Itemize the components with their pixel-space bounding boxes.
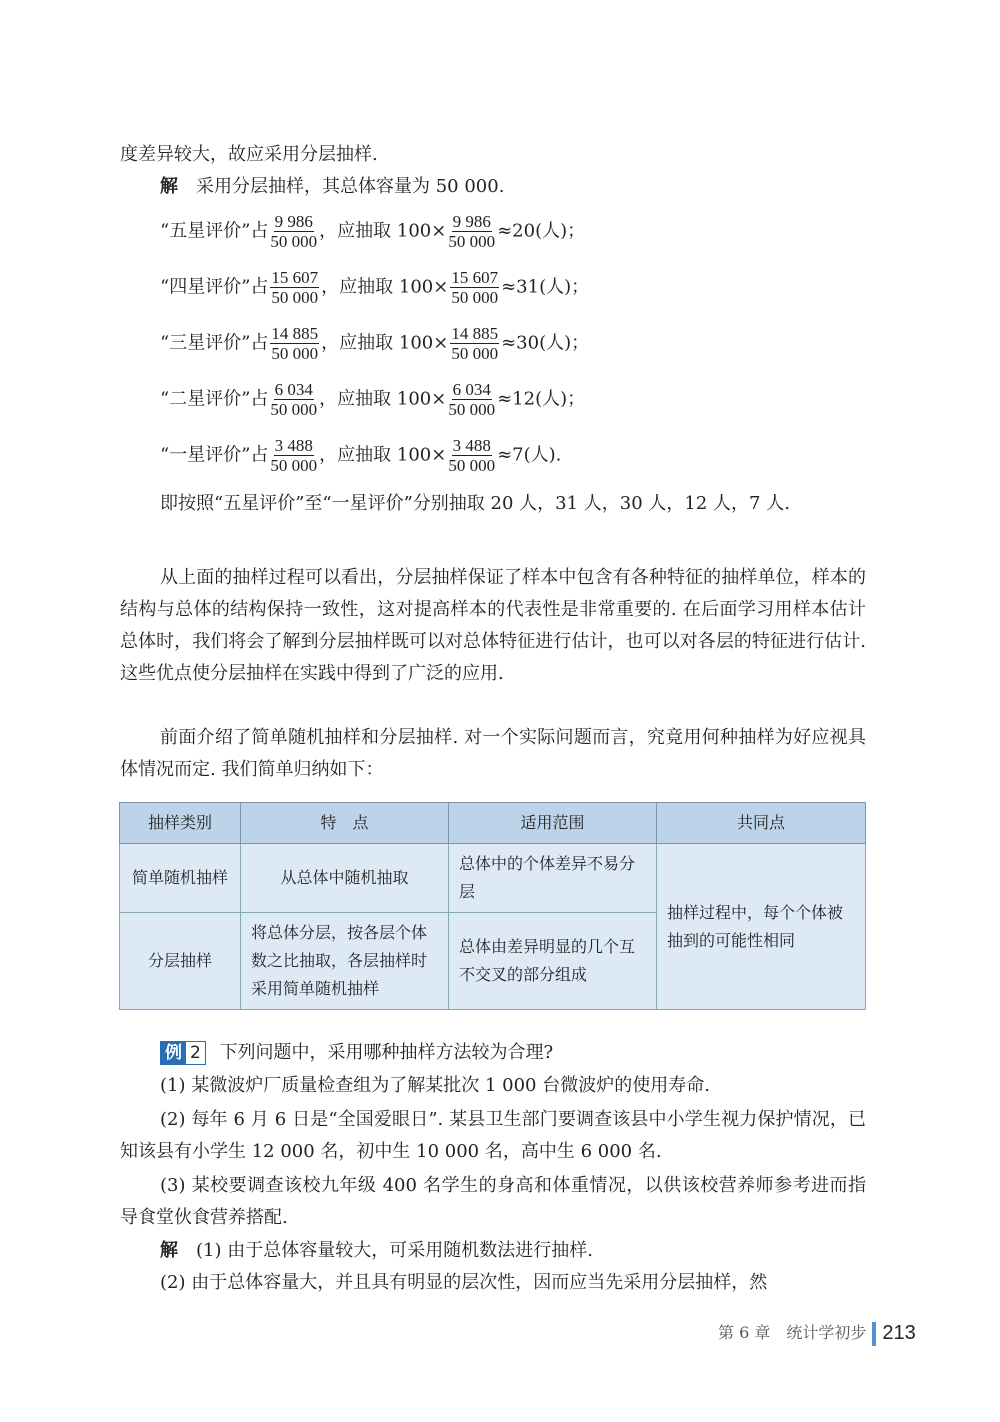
summary-paragraph: 即按照“五星评价”至“一星评价”分别抽取 20 人，31 人，30 人，12 人，7 人.: [160, 493, 790, 514]
table-header: 抽样类别: [120, 803, 241, 844]
denominator: 50 000: [451, 288, 499, 307]
fraction: [270, 324, 319, 363]
table-cell: 抽样过程中，每个个体被抽到的可能性相同: [657, 844, 866, 1010]
rating-label: “三星评价”占: [160, 332, 269, 354]
badge-number: 2: [190, 1043, 201, 1063]
numerator: 6 034: [452, 380, 491, 399]
numerator: 9 986: [274, 212, 313, 231]
result: ≈20(人)；: [497, 220, 586, 242]
text: ，应抽取 100×: [321, 332, 449, 354]
text: ，应抽取 100×: [319, 388, 447, 410]
fraction-row: [160, 212, 585, 251]
solution-line: (2) 由于总体容量大，并且具有明显的层次性，因而应当先采用分层抽样，然: [160, 1272, 768, 1293]
text: ，应抽取 100×: [319, 444, 447, 466]
result: ≈31(人)；: [501, 276, 590, 298]
denominator: 50 000: [271, 288, 319, 307]
denominator: 50 000: [448, 232, 496, 251]
denominator: 50 000: [270, 232, 318, 251]
denominator: 50 000: [270, 400, 318, 419]
result: ≈7(人).: [497, 444, 562, 466]
page-number: 213: [882, 1322, 916, 1344]
fraction: [448, 380, 495, 419]
fraction-row: [160, 268, 589, 307]
solution-line: [160, 172, 504, 198]
fraction: [270, 436, 317, 475]
chapter-title: 第 6 章 统计学初步: [718, 1323, 867, 1342]
numerator: 3 488: [452, 436, 491, 455]
table-header: 共同点: [657, 803, 866, 844]
table-cell: 从总体中随机抽取: [241, 844, 449, 913]
example-item: (3) 某校要调查该校九年级 400 名学生的身高和体重情况，以供该校营养师参考进而指导食堂伙食营养搭配.: [120, 1175, 866, 1228]
denominator: 50 000: [270, 456, 318, 475]
table-cell: 将总体分层，按各层个体数之比抽取，各层抽样时采用简单随机抽样: [241, 913, 449, 1010]
paragraph: 从上面的抽样过程可以看出，分层抽样保证了样本中包含有各种特征的抽样单位，样本的结构与总体的结构保持一致性，这对提高样本的代表性是非常重要的. 在后面学习用样本估计总体时，我们将会了解到分层抽样既可以对总体特征进行估计，也可以对各层的特征进行估计. 这些优点使分层抽样在实践中得到了广泛的应用.: [120, 567, 866, 684]
result: ≈30(人)；: [501, 332, 590, 354]
example-question: 下列问题中，采用哪种抽样方法较为合理?: [219, 1042, 554, 1063]
text: ，应抽取 100×: [319, 220, 447, 242]
example-heading: [160, 1038, 553, 1065]
fraction: [270, 268, 319, 307]
fraction: [450, 268, 499, 307]
numerator: 15 607: [451, 268, 499, 287]
table-cell: 总体中的个体差异不易分层: [449, 844, 657, 913]
table-cell: 分层抽样: [120, 913, 241, 1010]
fraction: [448, 436, 495, 475]
fraction-row: [160, 324, 589, 363]
rating-label: “二星评价”占: [160, 388, 269, 410]
table-cell: 简单随机抽样: [120, 844, 241, 913]
rating-label: “一星评价”占: [160, 444, 269, 466]
text-line: 度差异较大，故应采用分层抽样.: [120, 144, 378, 165]
numerator: 15 607: [271, 268, 319, 287]
paragraph: 前面介绍了简单随机抽样和分层抽样. 对一个实际问题而言，究竟用何种抽样为好应视具体情况而定. 我们简单归纳如下：: [120, 727, 866, 780]
denominator: 50 000: [448, 456, 496, 475]
solution-line: [160, 1236, 593, 1262]
divider: [872, 1322, 876, 1346]
rating-label: “五星评价”占: [160, 220, 269, 242]
numerator: 14 885: [451, 324, 499, 343]
solution-label: 解: [160, 176, 178, 197]
page-footer: [718, 1320, 916, 1346]
table-row: [120, 844, 866, 913]
numerator: 3 488: [274, 436, 313, 455]
numerator: 6 034: [274, 380, 313, 399]
fraction: [448, 212, 495, 251]
table-header: 特 点: [241, 803, 449, 844]
numerator: 9 986: [452, 212, 491, 231]
solution-label: 解: [160, 1240, 178, 1261]
solution-text: 采用分层抽样，其总体容量为 50 000.: [196, 176, 505, 197]
fraction-row: [160, 436, 561, 475]
fraction: [270, 212, 317, 251]
solution-text: (1) 由于总体容量较大，可采用随机数法进行抽样.: [196, 1240, 593, 1261]
table-header: 适用范围: [449, 803, 657, 844]
example-item: (2) 每年 6 月 6 日是“全国爱眼日”. 某县卫生部门要调查该县中小学生视力保护情况，已知该县有小学生 12 000 名，初中生 10 000 名，高中生 6 000 名.: [120, 1109, 866, 1162]
rating-label: “四星评价”占: [160, 276, 269, 298]
badge-label: 例: [161, 1042, 186, 1064]
denominator: 50 000: [448, 400, 496, 419]
denominator: 50 000: [271, 344, 319, 363]
example-badge: [160, 1041, 206, 1065]
fraction-row: [160, 380, 585, 419]
text: ，应抽取 100×: [321, 276, 449, 298]
table-cell: 总体由差异明显的几个互不交叉的部分组成: [449, 913, 657, 1010]
example-item: (1) 某微波炉厂质量检查组为了解某批次 1 000 台微波炉的使用寿命.: [160, 1075, 710, 1096]
sampling-comparison-table: [119, 802, 866, 1010]
fraction: [270, 380, 317, 419]
denominator: 50 000: [451, 344, 499, 363]
numerator: 14 885: [271, 324, 319, 343]
result: ≈12(人)；: [497, 388, 586, 410]
fraction: [450, 324, 499, 363]
